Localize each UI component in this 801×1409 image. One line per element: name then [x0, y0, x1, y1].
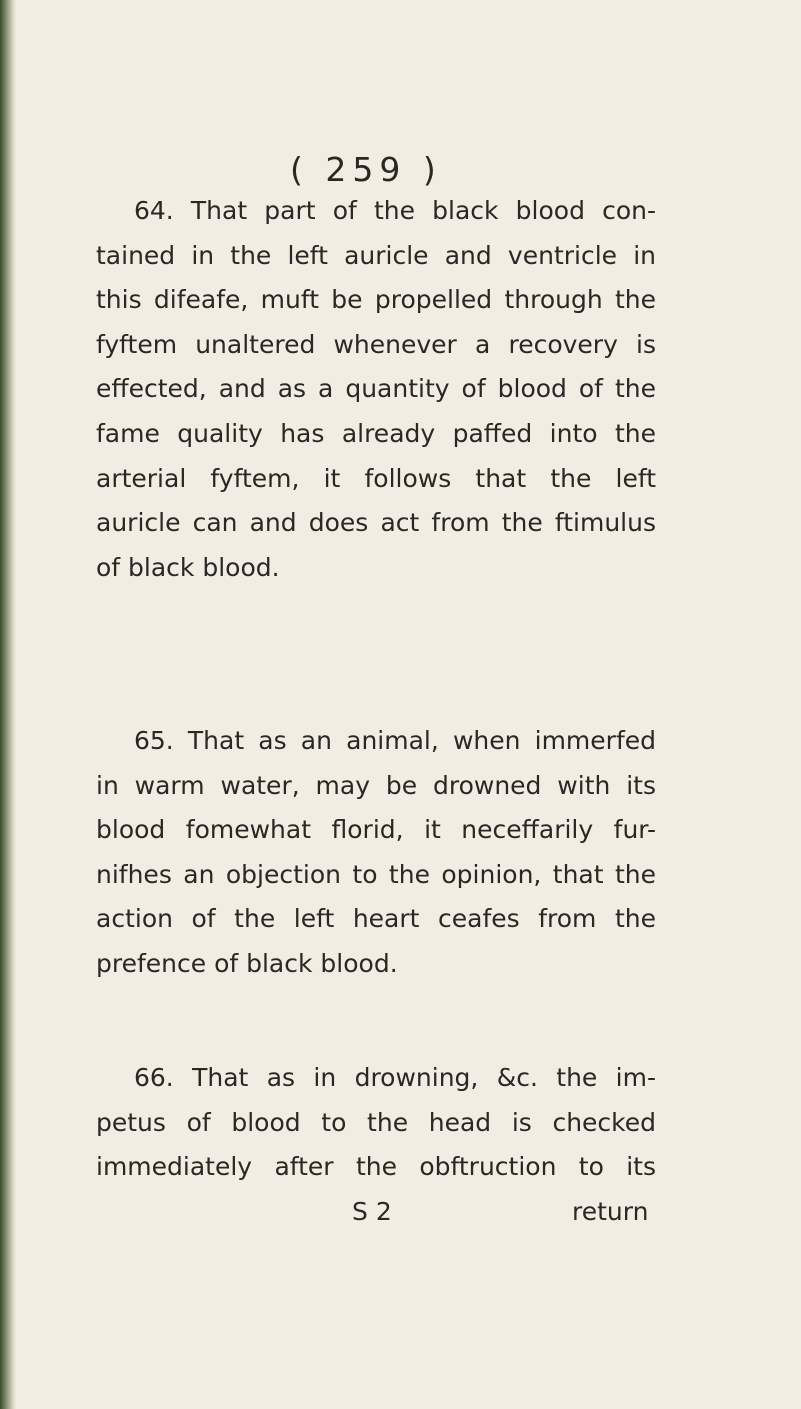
page-number: ( 259 ) [290, 150, 442, 189]
text-line: immediately after the obftruction to its [96, 1152, 656, 1182]
text-line: action of the left heart ceafes from the [96, 904, 656, 934]
text-line: prefence of black blood. [96, 948, 398, 978]
text-line: 65. That as an animal, when immerfed [134, 726, 656, 755]
text-line: fame quality has already paffed into the [96, 418, 656, 448]
text-line: auricle can and does act from the ftimulus [96, 508, 656, 538]
text-line: 66. That as in drowning, &c. the im- [134, 1063, 656, 1092]
text-line: nifhes an objection to the opinion, that the [96, 859, 656, 889]
page-footer [0, 1192, 801, 1232]
text-line: fyftem unaltered whenever a recovery is [96, 329, 656, 359]
signature-mark: S 2 [352, 1197, 392, 1226]
text-line: blood fomewhat florid, it neceffarily fur- [96, 815, 656, 845]
text-line: tained in the left auricle and ventricle in [96, 240, 656, 270]
text-line: 64. That part of the black blood con- [134, 196, 656, 225]
text-line: of black blood. [96, 552, 280, 582]
text-line: arterial fyftem, it follows that the left [96, 463, 656, 493]
catchword: return [572, 1197, 649, 1226]
text-line: in warm water, may be drowned with its [96, 770, 656, 800]
text-line: petus of blood to the head is checked [96, 1107, 656, 1137]
paragraph-65 [96, 719, 656, 987]
text-line: this difeafe, muft be propelled through the [96, 285, 656, 315]
paragraph-66 [96, 1056, 656, 1190]
text-line: effected, and as a quantity of blood of the [96, 374, 656, 404]
paragraph-64 [96, 189, 656, 590]
